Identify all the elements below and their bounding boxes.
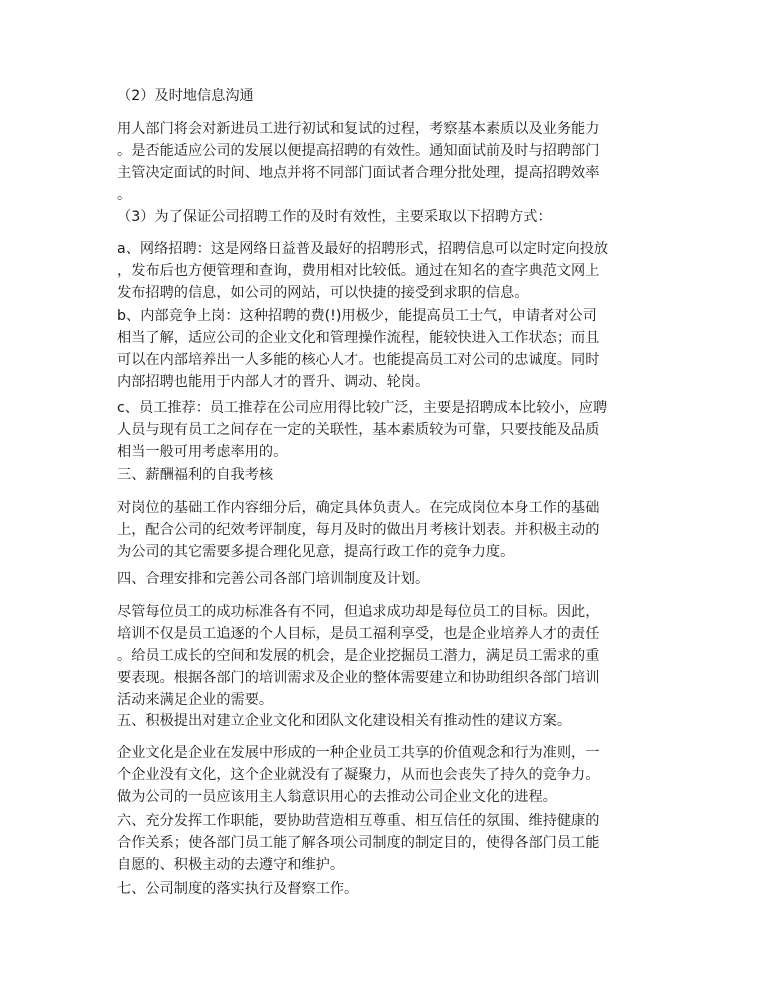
text-line: 内部招聘也能用于内部人才的晋升、调动、轮岗。 <box>117 374 430 390</box>
text-line: （2）及时地信息沟通 <box>117 88 254 104</box>
section-heading-six <box>117 810 657 876</box>
section-heading-2 <box>117 85 657 107</box>
text-line: 相当一般可用考虑率用的。 <box>117 444 288 460</box>
section-heading-seven <box>117 878 657 900</box>
text-line: 为公司的其它需要多提合理化见意，提高行政工作的竞争力度。 <box>117 544 515 560</box>
section-heading-five <box>117 710 657 732</box>
paragraph-employee-referral <box>117 397 657 463</box>
text-line: 六、充分发挥工作职能，要协助营造相互尊重、相互信任的氛围、维持健康的 <box>117 813 600 829</box>
text-line: 对岗位的基础工作内容细分后，确定具体负责人。在完成岗位本身工作的基础 <box>117 500 600 516</box>
section-heading-3 <box>117 206 657 228</box>
text-line: 自愿的、积极主动的去遵守和维护。 <box>117 857 345 873</box>
text-line: 个企业没有文化，这个企业就没有了凝聚力，从而也会丧失了持久的竞争力。 <box>117 767 600 783</box>
text-line: a、网络招聘：这是网络日益普及最好的招聘形式，招聘信息可以定时定向投放 <box>117 241 609 257</box>
section-heading-four <box>117 568 657 590</box>
text-line: 尽管每位员工的成功标准各有不同，但追求成功却是每位员工的目标。因此， <box>117 604 600 620</box>
text-line: 活动来满足企业的需要。 <box>117 692 274 708</box>
paragraph-internal-competition <box>117 305 657 393</box>
text-line: ，发布后也方便管理和查询，费用相对比较低。通过在知名的查字典范文网上 <box>117 263 600 279</box>
paragraph-interview-process <box>117 118 657 206</box>
text-line: （3）为了保证公司招聘工作的及时有效性，主要采取以下招聘方式： <box>117 209 552 225</box>
text-line: 三、薪酬福利的自我考核 <box>117 467 274 483</box>
paragraph-corporate-culture <box>117 742 657 808</box>
text-line: 上，配合公司的纪效考评制度，每月及时的做出月考核计划表。并积极主动的 <box>117 522 600 538</box>
text-line: 用人部门将会对新进员工进行初试和复试的过程，考察基本素质以及业务能力 <box>117 121 600 137</box>
text-line: 做为公司的一员应该用主人翁意识用心的去推动公司企业文化的进程。 <box>117 789 557 805</box>
paragraph-training <box>117 601 657 711</box>
text-line: 人员与现有员工之间存在一定的关联性，基本素质较为可靠，只要技能及品质 <box>117 422 600 438</box>
text-line: 合作关系；使各部门员工能了解各项公司制度的制定目的，使得各部门员工能 <box>117 835 600 851</box>
text-line: 发布招聘的信息，如公司的网站，可以快捷的接受到求职的信息。 <box>117 285 529 301</box>
text-line: 五、积极提出对建立企业文化和团队文化建设相关有推动性的建议方案。 <box>117 713 572 729</box>
text-line: 四、合理安排和完善公司各部门培训制度及计划。 <box>117 571 430 587</box>
text-line: 。 <box>117 187 132 203</box>
text-line: 企业文化是企业在发展中形成的一种企业员工共享的价值观念和行为准则，一 <box>117 745 600 761</box>
paragraph-online-recruitment <box>117 238 657 304</box>
text-line: 培训不仅是员工追逐的个人目标，是员工福利享受，也是企业培养人才的责任 <box>117 626 600 642</box>
text-line: 主管决定面试的时间、地点并将不同部门面试者合理分批处理，提高招聘效率 <box>117 165 600 181</box>
text-line: 。是否能适应公司的发展以便提高招聘的有效性。通知面试前及时与招聘部门 <box>117 143 600 159</box>
text-line: 七、公司制度的落实执行及督察工作。 <box>117 881 359 897</box>
section-heading-three <box>117 464 657 486</box>
text-line: c、员工推荐：员工推荐在公司应用得比较广泛，主要是招聘成本比较小，应聘 <box>117 400 608 416</box>
text-line: 。给员工成长的空间和发展的机会，是企业挖掘员工潜力，满足员工需求的重 <box>117 648 600 664</box>
text-line: 要表现。根据各部门的培训需求及企业的整体需要建立和协助组织各部门培训 <box>117 670 600 686</box>
text-line: b、内部竞争上岗：这种招聘的费(!)用极少，能提高员工士气，申请者对公司 <box>117 308 597 324</box>
text-line: 可以在内部培养出一人多能的核心人才。也能提高员工对公司的忠诚度。同时 <box>117 352 600 368</box>
paragraph-self-assessment <box>117 497 657 563</box>
text-line: 相当了解，适应公司的企业文化和管理操作流程，能较快进入工作状态；而且 <box>117 330 600 346</box>
